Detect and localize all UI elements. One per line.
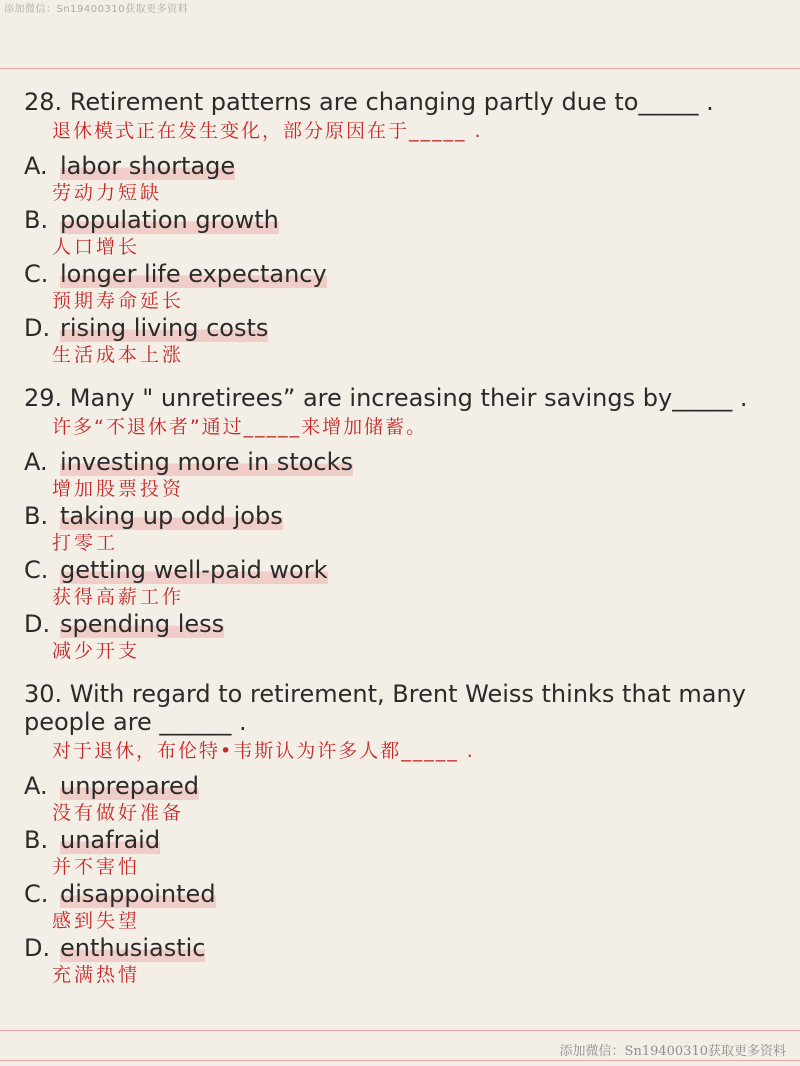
- option-translation: 预期寿命延长: [52, 290, 185, 312]
- watermark-top: 添加微信：Sn19400310获取更多资料: [4, 4, 189, 15]
- question-text: 30. With regard to retirement, Brent Weiss thinks that many people are ______ .: [24, 680, 746, 736]
- watermark-bottom: 添加微信：Sn19400310获取更多资料: [559, 1044, 786, 1059]
- option-letter: D.: [24, 314, 51, 342]
- question-30: [24, 680, 784, 988]
- option-d[interactable]: [24, 934, 784, 988]
- option-translation: 感到失望: [52, 910, 141, 932]
- option-text: rising living costs: [60, 314, 269, 342]
- option-letter: A.: [24, 772, 48, 800]
- option-letter: B.: [24, 206, 49, 234]
- option-text: population growth: [60, 206, 279, 234]
- option-letter: C.: [24, 880, 49, 908]
- option-text: taking up odd jobs: [60, 502, 283, 530]
- option-translation: 并不害怕: [52, 856, 141, 878]
- option-text: spending less: [60, 610, 225, 638]
- option-text: longer life expectancy: [60, 260, 327, 288]
- question-translation: 许多“不退休者”通过_____来增加储蓄。: [52, 416, 428, 438]
- option-c[interactable]: [24, 260, 784, 314]
- option-c[interactable]: [24, 880, 784, 934]
- option-translation: 没有做好准备: [52, 802, 185, 824]
- option-d[interactable]: [24, 610, 784, 664]
- option-b[interactable]: [24, 826, 784, 880]
- question-translation: 对于退休，布伦特•韦斯认为许多人都_____ .: [52, 740, 475, 762]
- question-text: 29. Many " unretirees” are increasing their savings by_____ .: [24, 384, 748, 412]
- option-letter: B.: [24, 826, 49, 854]
- option-letter: A.: [24, 448, 48, 476]
- option-a[interactable]: [24, 448, 784, 502]
- option-letter: C.: [24, 260, 49, 288]
- question-text: 28. Retirement patterns are changing partly due to_____ .: [24, 88, 714, 116]
- option-text: disappointed: [60, 880, 216, 908]
- question-28: [24, 88, 784, 368]
- option-b[interactable]: [24, 206, 784, 260]
- option-translation: 人口增长: [52, 236, 141, 258]
- option-translation: 劳动力短缺: [52, 182, 163, 204]
- option-letter: B.: [24, 502, 49, 530]
- option-translation: 生活成本上涨: [52, 344, 185, 366]
- option-d[interactable]: [24, 314, 784, 368]
- option-translation: 获得高薪工作: [52, 586, 185, 608]
- option-translation: 打零工: [52, 532, 119, 554]
- option-text: investing more in stocks: [60, 448, 354, 476]
- question-29: [24, 384, 784, 664]
- option-letter: C.: [24, 556, 49, 584]
- option-text: enthusiastic: [60, 934, 206, 962]
- option-letter: A.: [24, 152, 48, 180]
- option-translation: 充满热情: [52, 964, 141, 986]
- option-c[interactable]: [24, 556, 784, 610]
- option-text: getting well-paid work: [60, 556, 328, 584]
- option-translation: 增加股票投资: [52, 478, 185, 500]
- option-b[interactable]: [24, 502, 784, 556]
- option-text: unafraid: [60, 826, 161, 854]
- option-a[interactable]: [24, 152, 784, 206]
- option-letter: D.: [24, 610, 51, 638]
- option-a[interactable]: [24, 772, 784, 826]
- option-text: unprepared: [60, 772, 200, 800]
- question-translation: 退休模式正在发生变化，部分原因在于_____ .: [52, 120, 483, 142]
- option-translation: 减少开支: [52, 640, 141, 662]
- option-text: labor shortage: [60, 152, 236, 180]
- option-letter: D.: [24, 934, 51, 962]
